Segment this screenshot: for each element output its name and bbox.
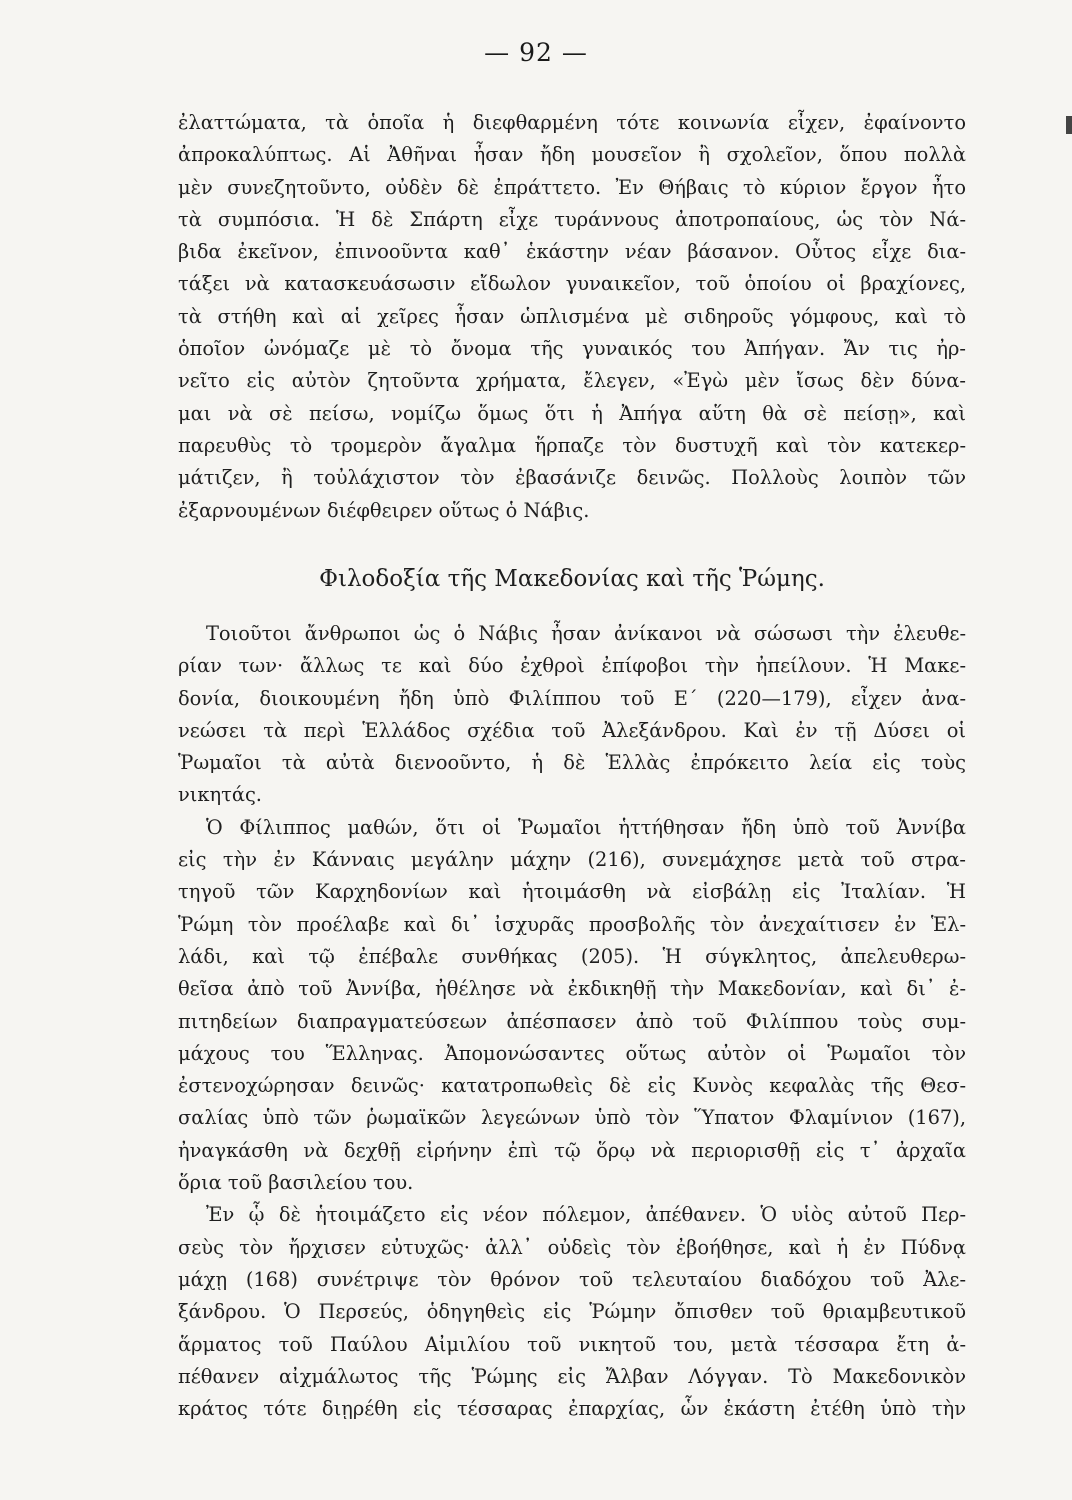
paragraph-1 <box>178 107 966 527</box>
text-line: ξάνδρου. Ὁ Περσεύς, ὁδηγηθεὶς εἰς Ῥώμην ὄπισθεν τοῦ θριαμβευτικοῦ <box>178 1300 966 1324</box>
text-line: παρευθὺς τὸ τρομερὸν ἄγαλμα ἥρπαζε τὸν δυστυχῆ καὶ τὸν κατεκερ- <box>178 433 966 457</box>
text-line: λάδι, καὶ τῷ ἐπέβαλε συνθήκας (205). Ἡ σύγκλητος, ἀπελευθερω- <box>178 944 966 968</box>
text-line: σεὺς τὸν ἤρχισεν εὐτυχῶς· ἀλλ᾽ οὐδεὶς τὸν ἐβοήθησε, καὶ ἡ ἐν Πύδνᾳ <box>178 1235 966 1259</box>
text-line: Ἐν ᾧ δὲ ἡτοιμάζετο εἰς νέον πόλεμον, ἀπέθανεν. Ὁ υἱὸς αὐτοῦ Περ- <box>206 1203 966 1227</box>
text-line: τάξει νὰ κατασκευάσωσιν εἴδωλον γυναικεῖον, τοῦ ὁποίου οἱ βραχίονες, <box>178 272 966 296</box>
text-line: θεῖσα ἀπὸ τοῦ Ἀννίβα, ἠθέλησε νὰ ἐκδικηθῇ τὴν Μακεδονίαν, καὶ δι᾽ ἐ- <box>178 977 966 1001</box>
text-line: ρίαν των· ἄλλως τε καὶ δύο ἐχθροὶ ἐπίφοβοι τὴν ἠπείλουν. Ἡ Μακε- <box>178 654 966 678</box>
text-line: μάχους του Ἕλληνας. Ἀπομονώσαντες οὕτως αὐτὸν οἱ Ῥωμαῖοι τὸν <box>178 1041 966 1065</box>
page-number: — 92 — <box>484 38 588 67</box>
text-line: δονία, διοικουμένη ἤδη ὑπὸ Φιλίππου τοῦ Ε΄ (220—179), εἶχεν ἀνα- <box>178 686 966 710</box>
text-line: τὰ συμπόσια. Ἡ δὲ Σπάρτη εἶχε τυράννους ἀποτροπαίους, ὡς τὸν Νά- <box>178 207 966 231</box>
text-line: ἐξαρνουμένων διέφθειρεν οὕτως ὁ Νάβις. <box>178 498 590 522</box>
text-line: πέθανεν αἰχμάλωτος τῆς Ῥώμης εἰς Ἄλβαν Λόγγαν. Τὸ Μακεδονικὸν <box>178 1364 966 1388</box>
text-line: ἀπροκαλύπτως. Αἱ Ἀθῆναι ἦσαν ἤδη μουσεῖον ἢ σχολεῖον, ὅπου πολλὰ <box>178 143 966 167</box>
section-heading: Φιλοδοξία τῆς Μακεδονίας καὶ τῆς Ῥώμης. <box>319 566 825 592</box>
body-text <box>178 618 966 1425</box>
text-line: πιτηδείων διαπραγματεύσεων ἀπέσπασεν ἀπὸ τοῦ Φιλίππου τοὺς συμ- <box>178 1009 966 1033</box>
text-line: νικητάς. <box>178 783 262 807</box>
text-line: ἅρματος τοῦ Παύλου Αἰμιλίου τοῦ νικητοῦ του, μετὰ τέσσαρα ἔτη ἀ- <box>178 1332 966 1356</box>
text-line: μαι νὰ σὲ πείσω, νομίζω ὅμως ὅτι ἡ Ἀπήγα αὕτη θὰ σὲ πείσῃ», καὶ <box>178 401 966 425</box>
text-line: μὲν συνεζητοῦντο, οὐδὲν δὲ ἐπράττετο. Ἐν Θήβαις τὸ κύριον ἔργον ἦτο <box>178 175 966 199</box>
text-line: ἠναγκάσθη νὰ δεχθῇ εἰρήνην ἐπὶ τῷ ὅρῳ νὰ περιορισθῇ εἰς τ᾽ ἀρχαῖα <box>178 1138 966 1162</box>
text-line: μάχῃ (168) συνέτριψε τὸν θρόνον τοῦ τελευταίου διαδόχου τοῦ Ἀλε- <box>178 1267 966 1291</box>
text-line: Ὁ Φίλιππος μαθών, ὅτι οἱ Ῥωμαῖοι ἡττήθησαν ἤδη ὑπὸ τοῦ Ἀννίβα <box>206 815 966 839</box>
text-line: νεώσει τὰ περὶ Ἑλλάδος σχέδια τοῦ Ἀλεξάνδρου. Καὶ ἐν τῇ Δύσει οἱ <box>178 718 966 742</box>
text-line: ἐστενοχώρησαν δεινῶς· κατατροπωθεὶς δὲ εἰς Κυνὸς κεφαλὰς τῆς Θεσ- <box>178 1074 966 1098</box>
margin-scan-mark <box>1066 116 1072 134</box>
text-line: Ῥωμαῖοι τὰ αὐτὰ διενοοῦντο, ἡ δὲ Ἑλλὰς ἐπρόκειτο λεία εἰς τοὺς <box>178 751 966 775</box>
text-line: ὅρια τοῦ βασιλείου του. <box>178 1171 414 1195</box>
text-line: ὁποῖον ὠνόμαζε μὲ τὸ ὄνομα τῆς γυναικός του Ἀπήγαν. Ἄν τις ἠρ- <box>178 337 966 361</box>
text-line: τηγοῦ τῶν Καρχηδονίων καὶ ἡτοιμάσθη νὰ εἰσβάλῃ εἰς Ἰταλίαν. Ἡ <box>178 880 966 904</box>
text-line: Ῥώμη τὸν προέλαβε καὶ δι᾽ ἰσχυρᾶς προσβολῆς τὸν ἀνεχαίτισεν ἐν Ἑλ- <box>178 912 966 936</box>
text-line: εἰς τὴν ἐν Κάνναις μεγάλην μάχην (216), συνεμάχησε μετὰ τοῦ στρα- <box>178 848 966 872</box>
text-line: κράτος τότε διῃρέθη εἰς τέσσαρας ἐπαρχίας, ὧν ἑκάστη ἐτέθη ὑπὸ τὴν <box>178 1397 966 1421</box>
text-line: νεῖτο εἰς αὐτὸν ζητοῦντα χρήματα, ἔλεγεν, «Ἐγὼ μὲν ἴσως δὲν δύνα- <box>178 369 966 393</box>
text-line: μάτιζεν, ἢ τοὐλάχιστον τὸν ἐβασάνιζε δεινῶς. Πολλοὺς λοιπὸν τῶν <box>178 466 966 490</box>
text-line: ἐλαττώματα, τὰ ὁποῖα ἡ διεφθαρμένη τότε κοινωνία εἶχεν, ἐφαίνοντο <box>178 111 966 134</box>
text-line: τὰ στήθη καὶ αἱ χεῖρες ἦσαν ὡπλισμένα μὲ σιδηροῦς γόμφους, καὶ τὸ <box>178 304 966 328</box>
text-line: βιδα ἐκεῖνον, ἐπινοοῦντα καθ᾽ ἑκάστην νέαν βάσανον. Οὗτος εἶχε δια- <box>178 240 966 264</box>
text-line: Τοιοῦτοι ἄνθρωποι ὡς ὁ Νάβις ἦσαν ἀνίκανοι νὰ σώσωσι τὴν ἐλευθε- <box>206 622 966 645</box>
text-line: σαλίας ὑπὸ τῶν ῥωμαϊκῶν λεγεώνων ὑπὸ τὸν Ὕπατον Φλαμίνιον (167), <box>178 1106 966 1130</box>
